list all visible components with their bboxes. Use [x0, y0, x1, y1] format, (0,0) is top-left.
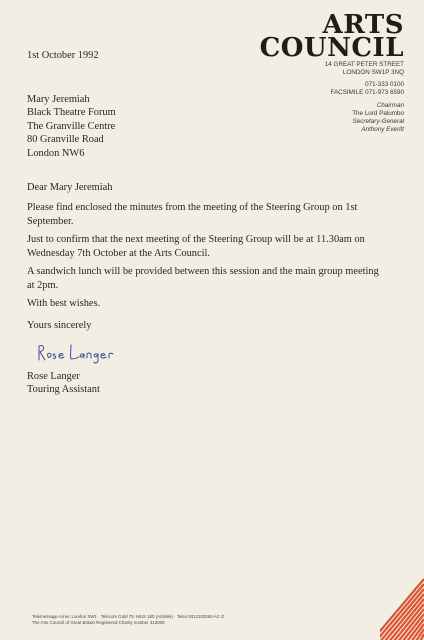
secretary-title: Secretary-General: [352, 118, 404, 125]
footer-telecom: Telemessage Arnec London SW1 · Telecom Gold 75: MUS 180 (Artslink) · Telex 9312102069 AC G: [32, 614, 225, 619]
telephone-number: 071-333 0100: [365, 81, 404, 88]
letterhead-footer: [32, 614, 224, 626]
signer-title: Touring Assistant: [27, 384, 100, 396]
recipient-city: London NW6: [27, 147, 85, 159]
chairman-name: The Lord Palumbo: [352, 110, 404, 117]
arts-council-logo: [259, 10, 404, 63]
signer-block: [27, 370, 100, 397]
letterhead-officers: [352, 102, 404, 134]
recipient-address: [27, 93, 116, 160]
recipient-organisation: Black Theatre Forum: [27, 107, 116, 119]
address-street: 14 GREAT PETER STREET: [324, 61, 404, 68]
letterhead-contact: [330, 81, 404, 97]
recipient-building: The Granville Centre: [27, 120, 116, 132]
recipient-name: Mary Jeremiah: [27, 94, 90, 105]
signer-name: Rose Langer: [27, 371, 80, 382]
letter-date: 1st October 1992: [27, 50, 99, 61]
secretary-name: Anthony Everitt: [361, 126, 404, 133]
closing-wishes: With best wishes.: [27, 298, 101, 309]
handwritten-signature: [36, 340, 116, 366]
paragraph-meeting: Just to confirm that the next meeting of the Steering Group will be at 11.30am on Wednesday 7th October at the Arts Council.: [27, 234, 365, 259]
footer-charity: The Arts Council of Great Britain Registered Charity number 313039: [32, 620, 165, 625]
salutation: Dear Mary Jeremiah: [27, 182, 113, 193]
address-city: LONDON SW1P 3NQ: [342, 69, 404, 76]
letterhead-address: [325, 61, 404, 77]
recipient-street: 80 Granville Road: [27, 134, 104, 146]
closing-sincerely: Yours sincerely: [27, 320, 92, 331]
orange-stripes-decoration: [380, 578, 424, 640]
paragraph-lunch: A sandwich lunch will be provided between this session and the main group meeting at 2pm.: [27, 266, 379, 291]
logo-line-arts: ARTS: [322, 10, 404, 40]
chairman-title: Chairman: [376, 102, 404, 109]
logo-line-council: COUNCIL: [259, 33, 404, 63]
facsimile-number: FACSIMILE 071-973 6590: [330, 89, 404, 96]
paragraph-minutes: Please find enclosed the minutes from the meeting of the Steering Group on 1st September.: [27, 202, 358, 227]
